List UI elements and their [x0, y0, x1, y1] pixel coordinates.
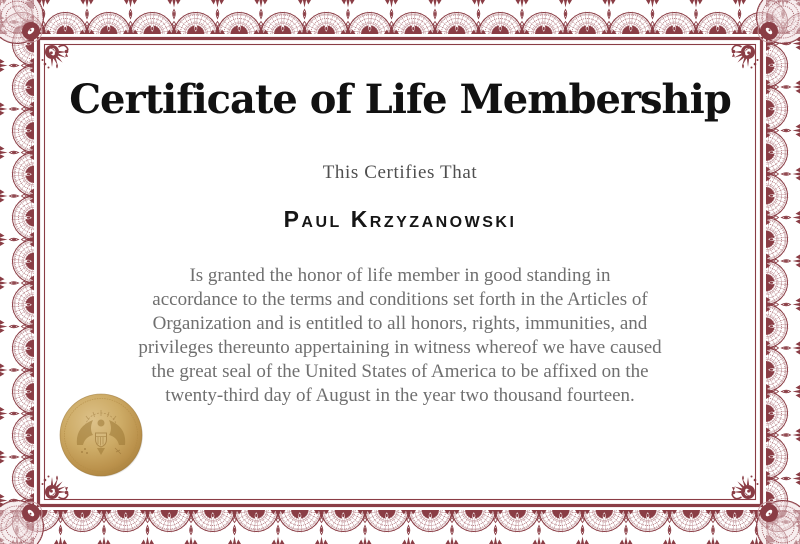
body-line: privileges thereunto appertaining in witness whereof we have caused	[138, 337, 662, 358]
certificate-content	[52, 52, 748, 492]
great-seal-icon	[58, 392, 144, 478]
body-line: Is granted the honor of life member in good standing in	[189, 265, 611, 286]
certifies-that-label: This Certifies That	[322, 162, 478, 183]
body-line: Organization and is entitled to all honors, rights, immunities, and	[152, 313, 648, 334]
body-line: accordance to the terms and conditions set forth in the Articles of	[152, 289, 648, 310]
recipient-name: Paul Krzyzanowski	[283, 206, 517, 232]
body-line: the great seal of the United States of America to be affixed on the	[151, 361, 649, 382]
body-line: twenty-third day of August in the year two thousand fourteen.	[165, 385, 635, 406]
certificate-body	[97, 264, 703, 408]
certificate-title: Certificate of Life Membership	[69, 76, 731, 123]
